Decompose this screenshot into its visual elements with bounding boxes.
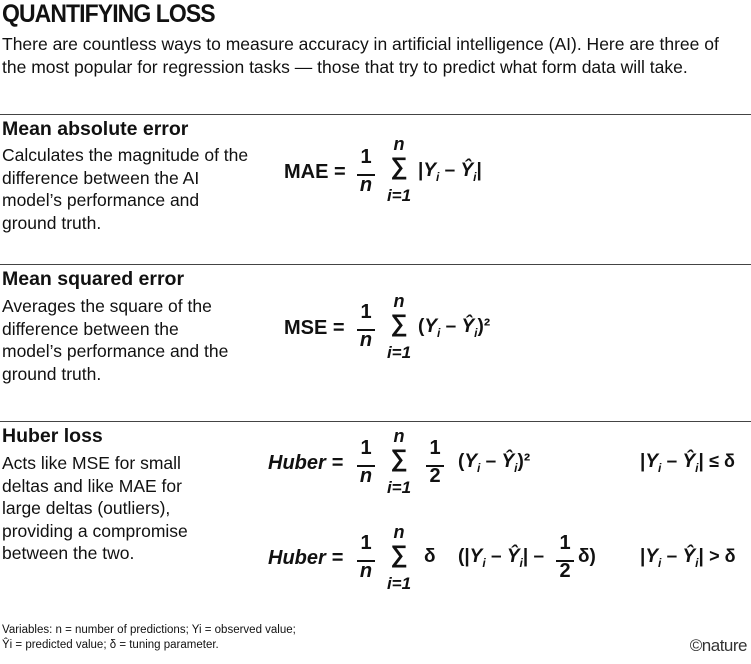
divider-2 — [0, 264, 751, 265]
mse-expression: ($Y_i$ – $Ŷ_i)^2$ — [418, 316, 491, 340]
mse-label: MSE = — [284, 317, 345, 339]
huber-delta: δ — [424, 546, 436, 567]
huber-sum-1: n ∑ i=1 — [386, 426, 412, 497]
mse-description: Averages the square of the difference between the model’s performance and the ground truth. — [2, 296, 229, 384]
mse-title: Mean squared error — [2, 268, 185, 290]
mae-expression: $|Y_i$ – $Ŷ_i|$ — [418, 160, 482, 184]
huber-fraction-1: 1 n — [357, 441, 375, 489]
huber-label-1: Huber = — [268, 452, 344, 474]
huber-expression-2-tail: δ) — [578, 546, 596, 567]
huber-expression-1: ($Y_i$ – $Ŷ_i)^2$ — [458, 451, 531, 475]
mae-fraction: 1 n — [357, 150, 375, 198]
huber-expression-2: ($|Y_i$ – $Ŷ_i|$ – — [458, 546, 545, 570]
huber-fraction-2: 1 n — [357, 536, 375, 584]
huber-sum-2: n ∑ i=1 — [386, 522, 412, 593]
huber-label-2: Huber = — [268, 547, 344, 569]
divider-1 — [0, 114, 751, 115]
divider-3 — [0, 421, 751, 422]
mae-sum: n ∑ i=1 — [386, 134, 412, 205]
mse-fraction: 1 n — [357, 305, 375, 353]
intro-text: There are countless ways to measure accuracy in artificial intelligence (AI). Here are three of the most popular for regression tasks — those that try to predict what form data will take. — [2, 34, 719, 77]
mae-title: Mean absolute error — [2, 118, 189, 140]
mae-description: Calculates the magnitude of the difference between the AI model’s performance and ground truth. — [2, 145, 249, 233]
huber-half-2: 1 2 — [556, 536, 574, 584]
huber-condition-2: $|Y_i$ – $Ŷ_i| > \delta$ — [640, 546, 736, 570]
huber-description: Acts like MSE for small deltas and like MAE for large deltas (outliers), providing a compromise between the two. — [2, 453, 188, 563]
footer-line-2: Ŷi = predicted value; δ = tuning parameter. — [2, 639, 219, 651]
footer-notes — [2, 623, 296, 653]
huber-title: Huber loss — [2, 425, 103, 447]
mse-sum: n ∑ i=1 — [386, 291, 412, 362]
nature-logo: ©nature — [689, 636, 747, 655]
footer-line-1: Variables: n = number of predictions; Yi = observed value; — [2, 624, 296, 636]
huber-half-1: 1 2 — [426, 441, 444, 489]
mae-label: MAE = — [284, 161, 346, 183]
figure-title: QUANTIFYING LOSS — [2, 0, 215, 28]
huber-condition-1: $|Y_i$ – $Ŷ_i| \le \delta$ — [640, 451, 735, 475]
